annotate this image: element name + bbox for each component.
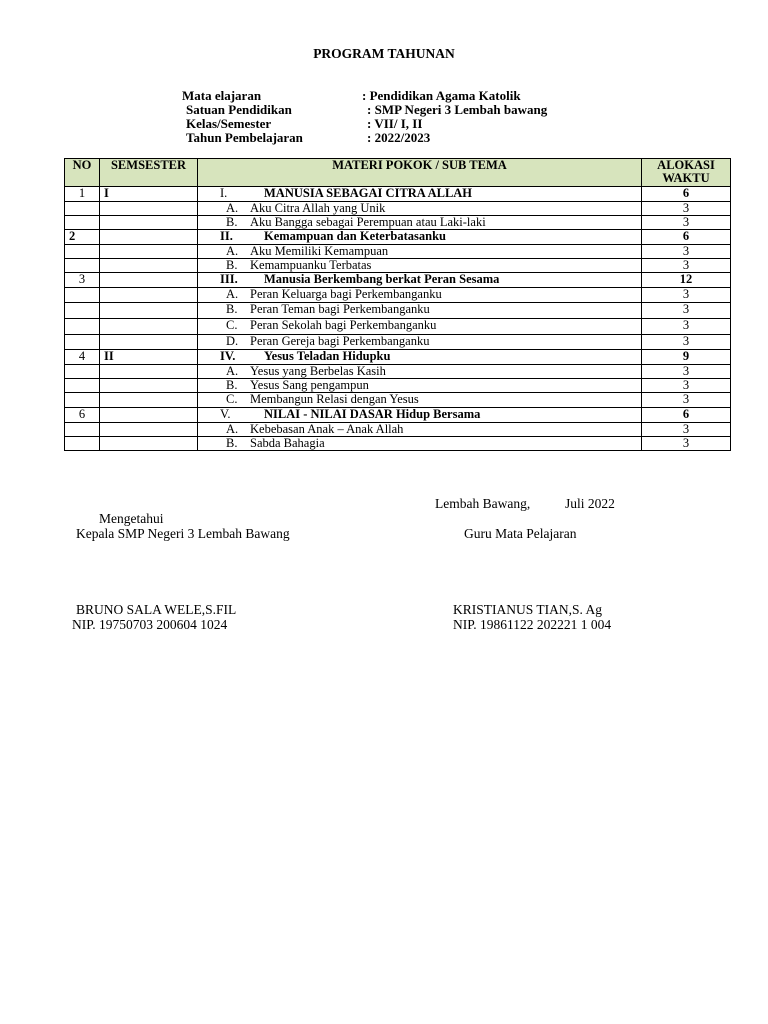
subtopic-row bbox=[65, 303, 731, 319]
cell-semester bbox=[100, 202, 198, 216]
cell-materi bbox=[198, 245, 642, 259]
cell-semester bbox=[100, 303, 198, 319]
cell-alokasi: 6 bbox=[642, 408, 731, 423]
left-sign-name: BRUNO SALA WELE,S.FIL bbox=[76, 602, 237, 617]
materi-subtopic-title: Aku Bangga sebagai Perempuan atau Laki-laki bbox=[250, 215, 486, 229]
cell-no bbox=[65, 335, 100, 350]
materi-index: B. bbox=[226, 378, 238, 392]
materi-subtopic-title: Kebebasan Anak – Anak Allah bbox=[250, 422, 404, 436]
cell-materi bbox=[198, 259, 642, 273]
left-sign-nip: NIP. 19750703 200604 1024 bbox=[72, 617, 228, 632]
materi-index: D. bbox=[226, 334, 239, 348]
cell-alokasi: 3 bbox=[642, 216, 731, 230]
subtopic-row bbox=[65, 393, 731, 408]
materi-index: B. bbox=[226, 258, 238, 272]
cell-semester bbox=[100, 393, 198, 408]
cell-semester bbox=[100, 230, 198, 245]
cell-no bbox=[65, 216, 100, 230]
cell-semester bbox=[100, 335, 198, 350]
cell-semester bbox=[100, 379, 198, 393]
cell-alokasi: 12 bbox=[642, 273, 731, 288]
cell-no bbox=[65, 259, 100, 273]
meta-value-subject: : Pendidikan Agama Katolik bbox=[362, 88, 521, 103]
topic-row bbox=[65, 350, 731, 365]
table-header-row bbox=[65, 159, 731, 187]
header-materi: MATERI POKOK / SUB TEMA bbox=[198, 159, 642, 187]
materi-index: V. bbox=[220, 407, 231, 421]
subtopic-row bbox=[65, 259, 731, 273]
cell-alokasi: 3 bbox=[642, 437, 731, 451]
cell-materi bbox=[198, 393, 642, 408]
cell-semester: I bbox=[100, 187, 198, 202]
materi-index: A. bbox=[226, 201, 239, 215]
materi-subtopic-title: Kemampuanku Terbatas bbox=[250, 258, 372, 272]
cell-alokasi: 3 bbox=[642, 288, 731, 303]
right-sign-role: Guru Mata Pelajaran bbox=[464, 526, 577, 541]
cell-no bbox=[65, 288, 100, 303]
subtopic-row bbox=[65, 216, 731, 230]
header-alokasi-line1: ALOKASI bbox=[657, 158, 715, 172]
meta-label-year: Tahun Pembelajaran bbox=[186, 130, 303, 145]
header-semester: SEMSESTER bbox=[100, 159, 198, 187]
materi-subtopic-title: Aku Memiliki Kemampuan bbox=[250, 244, 389, 258]
materi-index: C. bbox=[226, 392, 238, 406]
meta-label-subject: Mata elajaran bbox=[182, 88, 262, 103]
materi-index: B. bbox=[226, 436, 238, 450]
cell-alokasi: 3 bbox=[642, 319, 731, 335]
materi-subtopic-title: Peran Teman bagi Perkembanganku bbox=[250, 302, 430, 316]
subtopic-row bbox=[65, 288, 731, 303]
cell-alokasi: 6 bbox=[642, 230, 731, 245]
program-table bbox=[64, 158, 731, 451]
meta-value-class: : VII/ I, II bbox=[367, 116, 423, 131]
cell-no bbox=[65, 365, 100, 379]
cell-materi bbox=[198, 365, 642, 379]
subtopic-row bbox=[65, 335, 731, 350]
cell-alokasi: 3 bbox=[642, 202, 731, 216]
subtopic-row bbox=[65, 423, 731, 437]
cell-materi bbox=[198, 437, 642, 451]
left-sign-role: Kepala SMP Negeri 3 Lembah Bawang bbox=[76, 526, 290, 541]
cell-alokasi: 3 bbox=[642, 393, 731, 408]
header-alokasi-line2: WAKTU bbox=[662, 171, 710, 185]
cell-materi bbox=[198, 273, 642, 288]
cell-no bbox=[65, 393, 100, 408]
materi-subtopic-title: Aku Citra Allah yang Unik bbox=[250, 201, 386, 215]
cell-semester bbox=[100, 437, 198, 451]
materi-topic-title: Yesus Teladan Hidupku bbox=[264, 349, 391, 363]
topic-row bbox=[65, 230, 731, 245]
sign-place: Lembah Bawang, bbox=[435, 496, 531, 511]
left-sign-acknowledge: Mengetahui bbox=[99, 511, 164, 526]
cell-materi bbox=[198, 202, 642, 216]
cell-alokasi: 3 bbox=[642, 335, 731, 350]
cell-alokasi: 6 bbox=[642, 187, 731, 202]
subtopic-row bbox=[65, 365, 731, 379]
meta-label-school: Satuan Pendidikan bbox=[186, 102, 292, 117]
cell-materi bbox=[198, 350, 642, 365]
subtopic-row bbox=[65, 202, 731, 216]
cell-semester bbox=[100, 365, 198, 379]
cell-no: 1 bbox=[65, 187, 100, 202]
materi-index: I. bbox=[220, 186, 228, 200]
header-no: NO bbox=[65, 159, 100, 187]
cell-alokasi: 9 bbox=[642, 350, 731, 365]
cell-no bbox=[65, 303, 100, 319]
materi-subtopic-title: Peran Keluarga bagi Perkembanganku bbox=[250, 287, 442, 301]
cell-alokasi: 3 bbox=[642, 245, 731, 259]
document-title: PROGRAM TAHUNAN bbox=[313, 46, 455, 61]
topic-row bbox=[65, 273, 731, 288]
cell-no bbox=[65, 437, 100, 451]
cell-no: 3 bbox=[65, 273, 100, 288]
subtopic-row bbox=[65, 379, 731, 393]
cell-alokasi: 3 bbox=[642, 365, 731, 379]
cell-no: 2 bbox=[65, 230, 100, 245]
cell-no: 6 bbox=[65, 408, 100, 423]
materi-subtopic-title: Membangun Relasi dengan Yesus bbox=[250, 392, 419, 406]
cell-no bbox=[65, 379, 100, 393]
materi-subtopic-title: Peran Sekolah bagi Perkembanganku bbox=[250, 318, 437, 332]
materi-subtopic-title: Peran Gereja bagi Perkembanganku bbox=[250, 334, 430, 348]
cell-no bbox=[65, 423, 100, 437]
right-sign-name: KRISTIANUS TIAN,S. Ag bbox=[453, 602, 603, 617]
materi-index: B. bbox=[226, 215, 238, 229]
subtopic-row bbox=[65, 245, 731, 259]
cell-semester bbox=[100, 245, 198, 259]
materi-index: A. bbox=[226, 364, 239, 378]
materi-subtopic-title: Yesus Sang pengampun bbox=[250, 378, 369, 392]
cell-semester bbox=[100, 288, 198, 303]
materi-topic-title: NILAI - NILAI DASAR Hidup Bersama bbox=[264, 407, 481, 421]
meta-value-school: : SMP Negeri 3 Lembah bawang bbox=[367, 102, 548, 117]
cell-semester bbox=[100, 319, 198, 335]
cell-semester bbox=[100, 259, 198, 273]
cell-alokasi: 3 bbox=[642, 379, 731, 393]
subtopic-row bbox=[65, 319, 731, 335]
materi-index: B. bbox=[226, 302, 238, 316]
cell-no bbox=[65, 202, 100, 216]
materi-index: III. bbox=[220, 272, 238, 286]
materi-topic-title: Kemampuan dan Keterbatasanku bbox=[264, 229, 446, 243]
program-table-body bbox=[65, 187, 731, 451]
cell-materi bbox=[198, 379, 642, 393]
cell-materi bbox=[198, 408, 642, 423]
cell-materi bbox=[198, 216, 642, 230]
topic-row bbox=[65, 408, 731, 423]
materi-index: A. bbox=[226, 287, 239, 301]
meta-label-class: Kelas/Semester bbox=[186, 116, 272, 131]
subtopic-row bbox=[65, 437, 731, 451]
cell-materi bbox=[198, 335, 642, 350]
cell-materi bbox=[198, 288, 642, 303]
materi-topic-title: Manusia Berkembang berkat Peran Sesama bbox=[264, 272, 500, 286]
right-sign-nip: NIP. 19861122 202221 1 004 bbox=[453, 617, 612, 632]
cell-materi bbox=[198, 303, 642, 319]
meta-value-year: : 2022/2023 bbox=[367, 130, 431, 145]
materi-index: A. bbox=[226, 422, 239, 436]
materi-index: II. bbox=[220, 229, 233, 243]
cell-no bbox=[65, 245, 100, 259]
materi-subtopic-title: Sabda Bahagia bbox=[250, 436, 325, 450]
cell-semester bbox=[100, 216, 198, 230]
materi-index: IV. bbox=[220, 349, 236, 363]
cell-materi bbox=[198, 230, 642, 245]
topic-row bbox=[65, 187, 731, 202]
cell-alokasi: 3 bbox=[642, 303, 731, 319]
cell-no bbox=[65, 319, 100, 335]
materi-index: C. bbox=[226, 318, 238, 332]
cell-materi bbox=[198, 423, 642, 437]
materi-topic-title: MANUSIA SEBAGAI CITRA ALLAH bbox=[264, 186, 473, 200]
cell-semester: II bbox=[100, 350, 198, 365]
cell-no: 4 bbox=[65, 350, 100, 365]
sign-date: Juli 2022 bbox=[565, 496, 615, 511]
cell-semester bbox=[100, 423, 198, 437]
cell-semester bbox=[100, 408, 198, 423]
materi-subtopic-title: Yesus yang Berbelas Kasih bbox=[250, 364, 386, 378]
materi-index: A. bbox=[226, 244, 239, 258]
cell-materi bbox=[198, 319, 642, 335]
header-alokasi bbox=[642, 159, 731, 187]
cell-materi bbox=[198, 187, 642, 202]
cell-alokasi: 3 bbox=[642, 259, 731, 273]
cell-alokasi: 3 bbox=[642, 423, 731, 437]
cell-semester bbox=[100, 273, 198, 288]
